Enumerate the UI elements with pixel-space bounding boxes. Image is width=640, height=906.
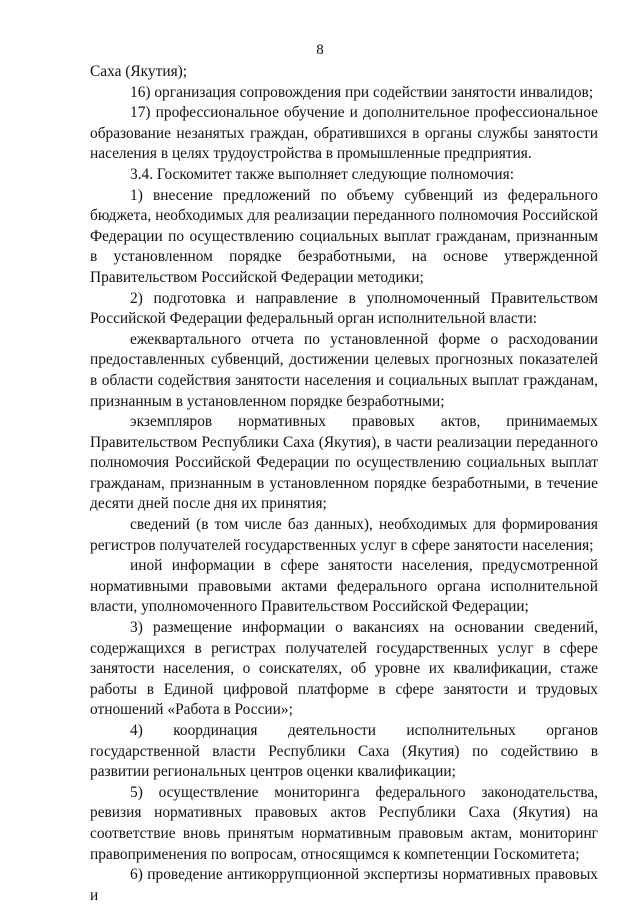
paragraph-item-5: 5) осуществление мониторинга федерального законодательства, ревизия нормативных правовых актов Республики Саха (Якутия) на соответствие вновь принятым нормативным правовым актам, мониторинг правоприменения по вопросам, относящимся к компетенции Госкомитета; [90, 783, 598, 863]
document-body [90, 62, 598, 906]
paragraph-item-2: 2) подготовка и направление в уполномоченный Правительством Российской Федерации федеральный орган исполнительной власти: [90, 289, 598, 328]
paragraph-registry-data: сведений (в том числе баз данных), необходимых для формирования регистров получателей государственных услуг в сфере занятости населения; [90, 516, 598, 554]
paragraph-other-information: иной информации в сфере занятости населения, предусмотренной нормативными правовыми актами федерального органа исполнительной власти, уполномоченного Правительством Российской Федерации; [90, 557, 598, 616]
paragraph-item-1: 1) внесение предложений по объему субвенций из федерального бюджета, необходимых для реализации переданного полномочия Российской Федерации по осуществлению социальных выплат гражданам, признанным в установленном порядке безработными, на основе утвержденной Правительством Российской Федерации методики; [90, 186, 598, 286]
paragraph-legal-acts-copies: экземпляров нормативных правовых актов, принимаемых Правительством Республики Саха (Якутия), в части реализации переданного полномочия Российской Федерации по осуществлению социальных выплат гражданам, признанным в установленном порядке безработными, в течение десяти дней после дня их принятия; [90, 413, 598, 513]
paragraph-item-3: 3) размещение информации о вакансиях на основании сведений, содержащихся в регистрах получателей государственных услуг в сфере занятости населения, о соискателях, об уровне их квалификации, стаже работы в Единой цифровой платформе в сфере занятости и трудовых отношений «Работа в России»; [90, 619, 598, 719]
paragraph-item-6: 6) проведение антикоррупционной экспертизы нормативных правовых и [90, 866, 598, 904]
paragraph-continuation: Саха (Якутия); [90, 63, 188, 80]
paragraph-quarterly-report: ежеквартального отчета по установленной форме о расходовании предоставленных субвенций, достижении целевых прогнозных показателей в области содействия занятости населения и социальных выплат гражданам, признанным в установленном порядке безработными; [90, 330, 598, 410]
paragraph-item-4: 4) координация деятельности исполнительных органов государственной власти Республики Саха (Якутия) по содействию в развитии региональных центров оценки квалификации; [90, 722, 598, 781]
paragraph-section-3-4: 3.4. Госкомитет также выполняет следующие полномочия: [130, 165, 515, 183]
paragraph-item-16: 16) организация сопровождения при содействии занятости инвалидов; [130, 83, 594, 101]
paragraph-item-17: 17) профессиональное обучение и дополнительное профессиональное образование незанятых граждан, обратившихся в органы службы занятости населения в целях трудоустройства в промышленные предприятия. [90, 104, 598, 163]
page-number: 8 [316, 42, 324, 58]
